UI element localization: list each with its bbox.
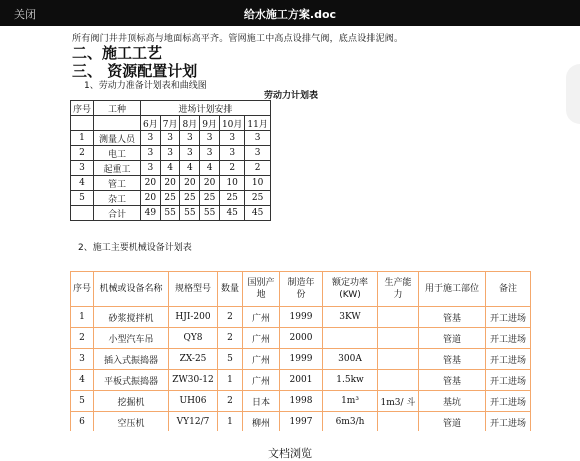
table-row	[71, 146, 271, 161]
table-cell: 3KW	[323, 307, 378, 328]
table-cell: 2	[71, 328, 94, 349]
table-cell: ZW30-12	[169, 370, 218, 391]
table-cell: 日本	[243, 391, 280, 412]
table-cell: VY12/7	[169, 412, 218, 432]
table-cell: 1m³	[323, 391, 378, 412]
table-cell: 1m3/ 斗	[378, 391, 419, 412]
table-row	[71, 349, 531, 370]
column-header: 生产能 力	[378, 272, 419, 307]
footer-label: 文档浏览	[268, 447, 312, 460]
table-cell: 1	[218, 412, 243, 432]
table-cell: 1997	[280, 412, 323, 432]
table-cell: 55	[200, 206, 220, 221]
table-cell: 广州	[243, 307, 280, 328]
table-row	[71, 272, 531, 307]
table-cell: 25	[219, 191, 244, 206]
table-cell: 45	[219, 206, 244, 221]
row-seq: 5	[71, 191, 94, 206]
table-cell: 广州	[243, 349, 280, 370]
table-cell: 2000	[280, 328, 323, 349]
table-cell: 55	[160, 206, 180, 221]
table-cell: 3	[180, 131, 200, 146]
table-cell: 管道	[419, 412, 486, 432]
heading-resource-plan: 三、 资源配置计划	[72, 62, 198, 80]
table-cell: 10	[245, 176, 270, 191]
row-trade: 杂工	[94, 191, 141, 206]
table-cell: 300A	[323, 349, 378, 370]
row-trade: 合计	[94, 206, 141, 221]
month-header: 11月	[245, 116, 270, 131]
table-cell: 管道	[419, 328, 486, 349]
table-cell	[378, 328, 419, 349]
row-seq: 4	[71, 176, 94, 191]
table-cell: 挖掘机	[94, 391, 169, 412]
table-cell: 平板式振捣器	[94, 370, 169, 391]
table-cell: 3	[160, 131, 180, 146]
table-cell: 空压机	[94, 412, 169, 432]
table-cell: 4	[160, 161, 180, 176]
row-trade: 起重工	[94, 161, 141, 176]
table-cell	[94, 116, 141, 131]
row-seq: 2	[71, 146, 94, 161]
column-header: 机械或设备名称	[94, 272, 169, 307]
table-cell: 49	[141, 206, 161, 221]
table-cell: ZX-25	[169, 349, 218, 370]
table-cell: 1	[218, 370, 243, 391]
column-header: 规格型号	[169, 272, 218, 307]
labor-plan-table	[70, 100, 271, 221]
table-cell: 4	[71, 370, 94, 391]
table-cell: 10	[219, 176, 244, 191]
table-cell	[323, 328, 378, 349]
table-cell: 开工进场	[486, 349, 531, 370]
table-cell: 砂浆搅拌机	[94, 307, 169, 328]
table-row	[71, 370, 531, 391]
table-cell: 45	[245, 206, 270, 221]
table-cell: 2	[218, 391, 243, 412]
table-cell: 广州	[243, 370, 280, 391]
table-cell: 1	[71, 307, 94, 328]
month-header: 8月	[180, 116, 200, 131]
subheading-machinery-plan: 2、施工主要机械设备计划表	[78, 243, 192, 253]
table-cell: 广州	[243, 328, 280, 349]
table-cell: 开工进场	[486, 328, 531, 349]
table-cell: 1.5kw	[323, 370, 378, 391]
top-bar	[0, 0, 580, 26]
table-row	[71, 161, 271, 176]
month-header: 9月	[200, 116, 220, 131]
table-cell: 3	[219, 146, 244, 161]
table-cell: 2	[245, 161, 270, 176]
table-cell: 20	[180, 176, 200, 191]
table-cell	[71, 116, 94, 131]
close-button[interactable]: 关闭	[14, 8, 36, 21]
row-seq: 3	[71, 161, 94, 176]
heading-construction-process: 二、施工工艺	[72, 44, 163, 62]
table-cell: 3	[245, 131, 270, 146]
table-cell: 25	[200, 191, 220, 206]
table-row	[71, 116, 271, 131]
table-cell: 管基	[419, 349, 486, 370]
month-header: 10月	[219, 116, 244, 131]
table-cell: 4	[200, 161, 220, 176]
table-cell: 55	[180, 206, 200, 221]
table-cell: 开工进场	[486, 391, 531, 412]
table-row	[71, 176, 271, 191]
document-title: 给水施工方案.doc	[243, 8, 337, 21]
table-cell: 3	[200, 131, 220, 146]
table-cell	[378, 370, 419, 391]
table-cell: 开工进场	[486, 370, 531, 391]
table-cell: 柳州	[243, 412, 280, 432]
column-header: 制造年 份	[280, 272, 323, 307]
table-cell: 5	[71, 391, 94, 412]
table-cell: 20	[200, 176, 220, 191]
header-schedule: 进场计划安排	[141, 101, 271, 116]
table-cell: 6m3/h	[323, 412, 378, 432]
table-cell: 1999	[280, 307, 323, 328]
table-cell: 4	[180, 161, 200, 176]
table-cell: HJI-200	[169, 307, 218, 328]
table-cell: 20	[141, 176, 161, 191]
month-header: 6月	[141, 116, 161, 131]
table-cell: 2	[218, 307, 243, 328]
table-cell: 3	[245, 146, 270, 161]
table-cell: 开工进场	[486, 307, 531, 328]
table-cell	[378, 307, 419, 328]
header-seq: 序号	[71, 101, 94, 116]
table-cell: 25	[180, 191, 200, 206]
row-trade: 管工	[94, 176, 141, 191]
table-row	[71, 307, 531, 328]
table-row	[71, 101, 271, 116]
table-cell: UH06	[169, 391, 218, 412]
page-edge-decoration	[566, 64, 580, 124]
table-row	[71, 412, 531, 432]
table-cell: 25	[160, 191, 180, 206]
column-header: 数量	[218, 272, 243, 307]
table-row	[71, 391, 531, 412]
table-cell: 20	[160, 176, 180, 191]
column-header: 用于施工部位	[419, 272, 486, 307]
table-cell	[378, 412, 419, 432]
table-cell: 2	[219, 161, 244, 176]
table-cell: 20	[141, 191, 161, 206]
column-header: 额定功率 (KW)	[323, 272, 378, 307]
row-trade: 测量人员	[94, 131, 141, 146]
table-row	[71, 191, 271, 206]
table-cell: 3	[141, 146, 161, 161]
row-seq: 1	[71, 131, 94, 146]
table-row	[71, 131, 271, 146]
row-seq	[71, 206, 94, 221]
table-cell: 基坑	[419, 391, 486, 412]
document-page[interactable]	[0, 26, 580, 431]
table-cell: 插入式振捣器	[94, 349, 169, 370]
table-cell: 开工进场	[486, 412, 531, 432]
labor-table-title: 劳动力计划表	[264, 91, 319, 101]
table-cell: 3	[141, 131, 161, 146]
table-cell	[378, 349, 419, 370]
column-header: 序号	[71, 272, 94, 307]
body-text-line: 所有阀门井井顶标高与地面标高平齐。管网施工中高点设排气阀，底点设排泥阀。	[72, 34, 404, 44]
footer-bar	[0, 431, 580, 461]
table-row	[71, 206, 271, 221]
table-cell: 3	[180, 146, 200, 161]
table-cell: 管基	[419, 307, 486, 328]
column-header: 备注	[486, 272, 531, 307]
table-cell: 1998	[280, 391, 323, 412]
table-cell: 3	[141, 161, 161, 176]
month-header: 7月	[160, 116, 180, 131]
table-cell: QY8	[169, 328, 218, 349]
table-row	[71, 328, 531, 349]
row-trade: 电工	[94, 146, 141, 161]
subheading-labor-plan: 1、劳动力准备计划表和曲线图	[84, 81, 207, 91]
table-cell: 6	[71, 412, 94, 432]
table-cell: 小型汽车吊	[94, 328, 169, 349]
table-cell: 25	[245, 191, 270, 206]
table-cell: 管基	[419, 370, 486, 391]
table-cell: 2001	[280, 370, 323, 391]
column-header: 国别产 地	[243, 272, 280, 307]
table-cell: 2	[218, 328, 243, 349]
table-cell: 3	[200, 146, 220, 161]
table-cell: 3	[219, 131, 244, 146]
table-cell: 1999	[280, 349, 323, 370]
machinery-plan-table	[70, 271, 531, 431]
table-cell: 3	[71, 349, 94, 370]
table-cell: 5	[218, 349, 243, 370]
header-trade: 工种	[94, 101, 141, 116]
table-cell: 3	[160, 146, 180, 161]
